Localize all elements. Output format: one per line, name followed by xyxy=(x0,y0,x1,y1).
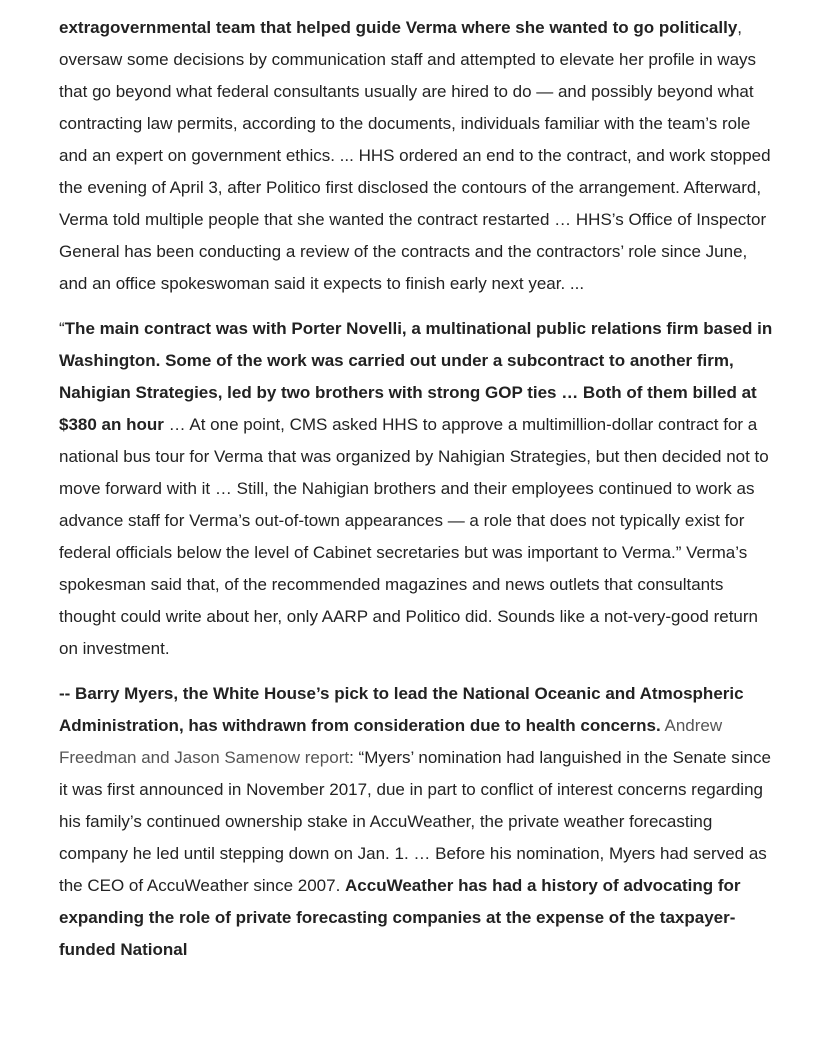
paragraph-barry-myers xyxy=(59,678,775,966)
paragraph-verma-team xyxy=(59,12,775,300)
open-quote: “ xyxy=(59,319,65,338)
bold-excerpt: extragovernmental team that helped guide Verma where she wanted to go politically xyxy=(59,18,738,37)
article-body xyxy=(59,12,775,979)
body-text: : “Myers’ nomination had languished in the Senate since it was first announced in November 2017, due in part to conflict of interest concerns regarding his family’s continued ownership stake in AccuWeather, the private weather forecasting company he led until stepping down on Jan. 1. … Before his nomination, Myers had served as the CEO of AccuWeather since 2007. xyxy=(59,748,771,895)
body-text: … At one point, CMS asked HHS to approve a multimillion-dollar contract for a national bus tour for Verma that was organized by Nahigian Strategies, but then decided not to move forward with it … Still, the Nahigian brothers and their employees continued to work as advance staff for Verma’s out-of-town appearances — a role that does not typically exist for federal officials below the level of Cabinet secretaries but was important to Verma.” Verma’s spokesman said that, of the recommended magazines and news outlets that consultants thought could write about her, only AARP and Politico did. Sounds like a not-very-good return on investment. xyxy=(59,415,769,658)
body-text: , oversaw some decisions by communication staff and attempted to elevate her profile in ways that go beyond what federal consultants usually are hired to do — and possibly beyond what contracting law permits, according to the documents, individuals familiar with the team’s role and an expert on government ethics. ... HHS ordered an end to the contract, and work stopped the evening of April 3, after Politico first disclosed the contours of the arrangement. Afterward, Verma told multiple people that she wanted the contract restarted … HHS’s Office of Inspector General has been conducting a review of the contracts and the contractors’ role since June, and an office spokeswoman said it expects to finish early next year. ... xyxy=(59,18,771,293)
bold-excerpt: The main contract was with Porter Novelli, a multinational public relations firm based in Washington. Some of the work was carried out under a subcontract to another firm, Nahigian Strategies, led by two brothers with strong GOP ties … Both of them billed at $380 an hour xyxy=(59,319,773,434)
bold-excerpt: AccuWeather has had a history of advocating for expanding the role of private forecasting companies at the expense of the taxpayer-funded National xyxy=(59,876,741,959)
paragraph-porter-novelli xyxy=(59,313,775,665)
byline-link[interactable]: Andrew Freedman and Jason Samenow report xyxy=(59,716,723,767)
bold-headline: -- Barry Myers, the White House’s pick to lead the National Oceanic and Atmospheric Administration, has withdrawn from consideration due to health concerns. xyxy=(59,684,744,735)
